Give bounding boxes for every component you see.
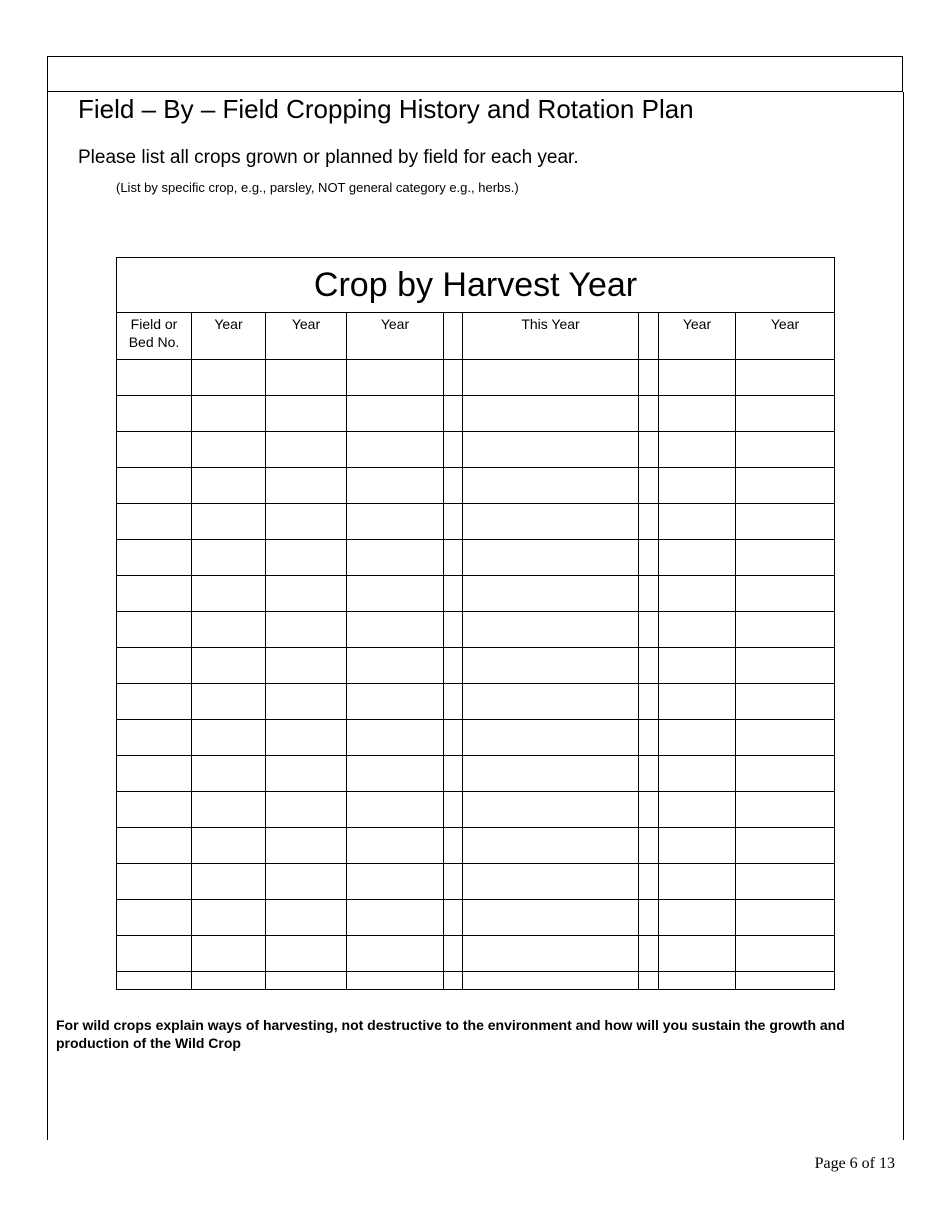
table-cell[interactable] — [444, 900, 463, 936]
table-cell[interactable] — [659, 612, 736, 648]
table-cell[interactable] — [639, 828, 659, 864]
table-cell[interactable] — [463, 540, 639, 576]
table-cell[interactable] — [266, 468, 347, 504]
table-cell[interactable] — [659, 792, 736, 828]
table-cell[interactable] — [266, 504, 347, 540]
table-cell[interactable] — [639, 936, 659, 972]
table-cell[interactable] — [659, 936, 736, 972]
table-cell[interactable] — [192, 972, 266, 990]
table-cell[interactable] — [444, 720, 463, 756]
header-year-3: Year — [347, 313, 444, 360]
table-cell[interactable] — [639, 468, 659, 504]
table-cell[interactable] — [117, 756, 192, 792]
table-row — [117, 612, 835, 648]
table-cell[interactable] — [659, 864, 736, 900]
table-cell[interactable] — [266, 612, 347, 648]
table-cell[interactable] — [117, 396, 192, 432]
table-cell[interactable] — [266, 432, 347, 468]
table-cell[interactable] — [347, 360, 444, 396]
table-row — [117, 972, 835, 990]
table-cell[interactable] — [347, 504, 444, 540]
table-cell[interactable] — [347, 756, 444, 792]
table-cell[interactable] — [659, 648, 736, 684]
table-cell[interactable] — [347, 864, 444, 900]
table-cell[interactable] — [192, 540, 266, 576]
table-cell[interactable] — [192, 720, 266, 756]
header-spacer-1 — [444, 313, 463, 360]
table-cell[interactable] — [192, 576, 266, 612]
table-cell[interactable] — [639, 540, 659, 576]
table-cell[interactable] — [639, 864, 659, 900]
form-header-box — [47, 56, 903, 92]
table-cell[interactable] — [463, 432, 639, 468]
table-cell[interactable] — [639, 684, 659, 720]
table-cell[interactable] — [192, 504, 266, 540]
table-cell[interactable] — [463, 936, 639, 972]
table-cell[interactable] — [736, 504, 835, 540]
table-row — [117, 864, 835, 900]
table-cell[interactable] — [659, 540, 736, 576]
table-cell[interactable] — [639, 900, 659, 936]
table-cell[interactable] — [192, 648, 266, 684]
table-cell[interactable] — [736, 360, 835, 396]
table-cell[interactable] — [463, 972, 639, 990]
table-cell[interactable] — [347, 612, 444, 648]
table-row — [117, 468, 835, 504]
table-row — [117, 684, 835, 720]
table-cell[interactable] — [266, 936, 347, 972]
header-year-2: Year — [266, 313, 347, 360]
table-row — [117, 828, 835, 864]
table-cell[interactable] — [736, 648, 835, 684]
table-cell[interactable] — [639, 720, 659, 756]
table-cell[interactable] — [659, 432, 736, 468]
table-cell[interactable] — [463, 396, 639, 432]
table-row — [117, 900, 835, 936]
table-cell[interactable] — [659, 504, 736, 540]
table-cell[interactable] — [192, 612, 266, 648]
table-cell[interactable] — [192, 684, 266, 720]
header-year-5: Year — [736, 313, 835, 360]
table-cell[interactable] — [639, 792, 659, 828]
table-cell[interactable] — [192, 828, 266, 864]
table-row — [117, 756, 835, 792]
table-row — [117, 504, 835, 540]
instruction-note: (List by specific crop, e.g., parsley, NOT general category e.g., herbs.) — [116, 180, 519, 195]
table-cell[interactable] — [347, 900, 444, 936]
table-cell[interactable] — [736, 612, 835, 648]
table-cell[interactable] — [117, 504, 192, 540]
table-cell[interactable] — [444, 540, 463, 576]
table-cell[interactable] — [463, 684, 639, 720]
table-cell[interactable] — [347, 396, 444, 432]
table-cell[interactable] — [463, 360, 639, 396]
table-cell[interactable] — [117, 540, 192, 576]
table-cell[interactable] — [736, 684, 835, 720]
table-row — [117, 432, 835, 468]
header-this-year: This Year — [463, 313, 639, 360]
table-cell[interactable] — [444, 936, 463, 972]
table-row — [117, 540, 835, 576]
table-cell[interactable] — [659, 396, 736, 432]
table-cell[interactable] — [117, 720, 192, 756]
header-year-4: Year — [659, 313, 736, 360]
table-cell[interactable] — [444, 468, 463, 504]
table-cell[interactable] — [117, 576, 192, 612]
table-cell[interactable] — [639, 504, 659, 540]
table-cell[interactable] — [639, 396, 659, 432]
table-cell[interactable] — [117, 864, 192, 900]
table-cell[interactable] — [463, 864, 639, 900]
table-cell[interactable] — [192, 936, 266, 972]
table-cell[interactable] — [192, 432, 266, 468]
table-cell[interactable] — [736, 576, 835, 612]
header-year-1: Year — [192, 313, 266, 360]
table-cell[interactable] — [736, 720, 835, 756]
table-cell[interactable] — [736, 972, 835, 990]
table-row — [117, 720, 835, 756]
table-body — [117, 360, 835, 990]
table-cell[interactable] — [463, 504, 639, 540]
table-cell[interactable] — [444, 648, 463, 684]
table-cell[interactable] — [266, 720, 347, 756]
table-cell[interactable] — [347, 432, 444, 468]
table-cell[interactable] — [736, 432, 835, 468]
table-cell[interactable] — [117, 468, 192, 504]
table-cell[interactable] — [266, 900, 347, 936]
table-cell[interactable] — [736, 396, 835, 432]
table-cell[interactable] — [659, 756, 736, 792]
table-cell[interactable] — [192, 360, 266, 396]
table-cell[interactable] — [444, 504, 463, 540]
table-cell[interactable] — [192, 396, 266, 432]
table-cell[interactable] — [639, 972, 659, 990]
table-cell[interactable] — [266, 972, 347, 990]
table-cell[interactable] — [444, 972, 463, 990]
table-cell[interactable] — [266, 648, 347, 684]
table-cell[interactable] — [659, 720, 736, 756]
table-cell[interactable] — [736, 864, 835, 900]
table-cell[interactable] — [117, 360, 192, 396]
table-cell[interactable] — [463, 828, 639, 864]
table-cell[interactable] — [117, 432, 192, 468]
table-cell[interactable] — [347, 720, 444, 756]
table-cell[interactable] — [639, 648, 659, 684]
table-cell[interactable] — [347, 576, 444, 612]
table-cell[interactable] — [117, 900, 192, 936]
instruction-text: Please list all crops grown or planned by field for each year. — [78, 147, 579, 168]
table-caption: Crop by Harvest Year — [117, 258, 835, 313]
table-cell[interactable] — [463, 900, 639, 936]
table-cell[interactable] — [117, 936, 192, 972]
table-cell[interactable] — [192, 864, 266, 900]
table-cell[interactable] — [736, 936, 835, 972]
table-cell[interactable] — [639, 612, 659, 648]
table-cell[interactable] — [659, 972, 736, 990]
crop-history-table — [116, 257, 835, 990]
table-cell[interactable] — [117, 612, 192, 648]
table-cell[interactable] — [659, 360, 736, 396]
table-cell[interactable] — [463, 612, 639, 648]
table-cell[interactable] — [736, 792, 835, 828]
table-cell[interactable] — [266, 576, 347, 612]
table-cell[interactable] — [463, 648, 639, 684]
table-row — [117, 648, 835, 684]
table-cell[interactable] — [659, 900, 736, 936]
table-cell[interactable] — [444, 864, 463, 900]
table-row — [117, 360, 835, 396]
table-cell[interactable] — [192, 468, 266, 504]
table-cell[interactable] — [266, 756, 347, 792]
table-cell[interactable] — [736, 468, 835, 504]
table-row — [117, 792, 835, 828]
table-cell[interactable] — [347, 792, 444, 828]
table-cell[interactable] — [117, 972, 192, 990]
table-row — [117, 936, 835, 972]
table-cell[interactable] — [266, 792, 347, 828]
header-spacer-2 — [639, 313, 659, 360]
table-cell[interactable] — [117, 648, 192, 684]
table-cell[interactable] — [444, 756, 463, 792]
table-cell[interactable] — [444, 576, 463, 612]
table-cell[interactable] — [463, 468, 639, 504]
table-cell[interactable] — [444, 792, 463, 828]
table-cell[interactable] — [639, 360, 659, 396]
table-cell[interactable] — [463, 792, 639, 828]
table-cell[interactable] — [117, 828, 192, 864]
table-cell[interactable] — [444, 612, 463, 648]
table-cell[interactable] — [266, 396, 347, 432]
table-cell[interactable] — [639, 756, 659, 792]
table-cell[interactable] — [736, 540, 835, 576]
table-cell[interactable] — [347, 936, 444, 972]
table-cell[interactable] — [444, 684, 463, 720]
table-cell[interactable] — [659, 468, 736, 504]
table-row — [117, 396, 835, 432]
table-cell[interactable] — [117, 792, 192, 828]
table-cell[interactable] — [444, 432, 463, 468]
table-header-row — [117, 313, 835, 360]
page-title: Field – By – Field Cropping History and Rotation Plan — [78, 94, 694, 124]
wild-crops-prompt: For wild crops explain ways of harvesting, not destructive to the environment and how will you sustain the growth and production of the Wild Crop — [56, 1017, 845, 1051]
table-cell[interactable] — [736, 756, 835, 792]
table-cell[interactable] — [347, 828, 444, 864]
table-cell[interactable] — [463, 720, 639, 756]
table-cell[interactable] — [266, 828, 347, 864]
table-cell[interactable] — [736, 900, 835, 936]
table-cell[interactable] — [463, 576, 639, 612]
frame-right-border — [903, 92, 904, 1140]
header-field-bed: Field or Bed No. — [117, 313, 192, 360]
table-row — [117, 576, 835, 612]
table-cell[interactable] — [736, 828, 835, 864]
table-cell[interactable] — [347, 684, 444, 720]
table-cell[interactable] — [639, 432, 659, 468]
page-number: Page 6 of 13 — [814, 1155, 895, 1172]
table-cell[interactable] — [463, 756, 639, 792]
table-cell[interactable] — [266, 540, 347, 576]
table-cell[interactable] — [347, 540, 444, 576]
table-cell[interactable] — [347, 648, 444, 684]
table-cell[interactable] — [117, 684, 192, 720]
table-cell[interactable] — [444, 396, 463, 432]
frame-left-border — [47, 92, 48, 1140]
table-cell[interactable] — [192, 792, 266, 828]
table-cell[interactable] — [659, 684, 736, 720]
table-cell[interactable] — [639, 576, 659, 612]
table-cell[interactable] — [347, 972, 444, 990]
table-cell[interactable] — [192, 756, 266, 792]
table-cell[interactable] — [659, 828, 736, 864]
table-cell[interactable] — [266, 864, 347, 900]
table-cell[interactable] — [659, 576, 736, 612]
table-cell[interactable] — [266, 360, 347, 396]
table-cell[interactable] — [192, 900, 266, 936]
table-cell[interactable] — [347, 468, 444, 504]
table-cell[interactable] — [444, 360, 463, 396]
table-cell[interactable] — [266, 684, 347, 720]
table-cell[interactable] — [444, 828, 463, 864]
